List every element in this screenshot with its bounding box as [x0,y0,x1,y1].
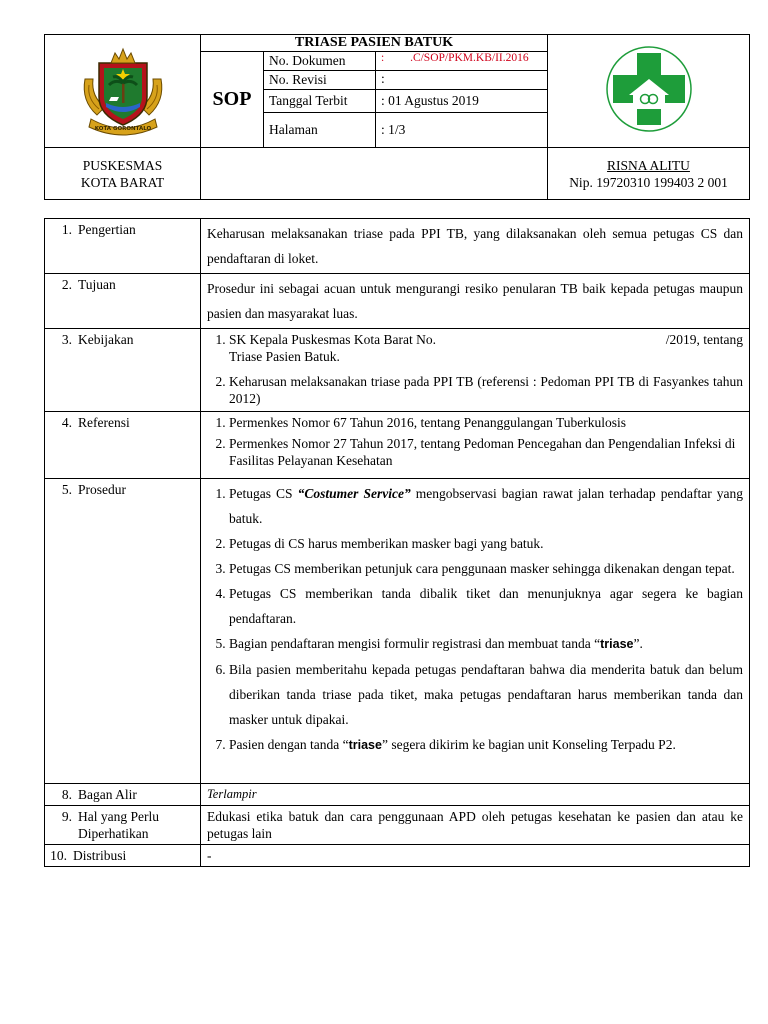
section-number: 5. [61,482,72,497]
label-cell [45,274,201,329]
section-number: 1. [61,222,72,237]
section-number: 3. [61,332,72,347]
section-label: Bagan Alir [78,787,137,802]
list-item: 3. Petugas CS memberikan petunjuk cara penggunaan masker sehingga dikenakan dengan tepat. [229,556,743,581]
field-label-halaman: Halaman [264,113,376,148]
section-label: Distribusi [73,848,127,863]
section-number: 4. [61,415,72,430]
list-item: 1. Permenkes Nomor 67 Tahun 2016, tentang Penanggulangan Tuberkulosis [229,414,743,431]
bagan-alir-text: Terlampir [201,784,750,806]
section-label: Tujuan [78,277,116,292]
organization-name [45,148,201,200]
sop-body-table [44,218,750,867]
prosedur-content [201,479,750,784]
list-item: 2. Petugas di CS harus memberikan masker bagi yang batuk. [229,531,743,556]
prosedur-list [207,481,743,758]
sop-header-table [44,34,750,200]
puskesmas-logo [548,35,750,148]
field-value-no-dokumen: : .C/SOP/PKM.KB/II.2016 [376,52,548,71]
signature-block [548,148,750,200]
blank-middle-cell [201,148,548,200]
row-bagan-alir [45,784,750,806]
puskesmas-icon [605,45,693,133]
hal-perlu-text: Edukasi etika batuk dan cara penggunaan APD oleh petugas kesehatan ke pasien dan atau ke petugas lain [201,806,750,845]
field-value-tanggal-terbit: : 01 Agustus 2019 [376,90,548,113]
kebijakan-item-1-left: 1. SK Kepala Puskesmas Kota Barat No. [229,332,436,347]
label-cell [45,784,201,806]
field-label-tanggal-terbit: Tanggal Terbit [264,90,376,113]
section-number: 8. [61,787,72,802]
crest-icon [75,41,171,137]
kebijakan-item-1-right: /2019, tentang [665,332,743,347]
document-title: TRIASE PASIEN BATUK [201,35,548,52]
pengertian-text: Keharusan melaksanakan triase pada PPI TB, yang dilaksanakan oleh semua petugas CS dan pendaftaran di loket. [201,219,750,274]
row-referensi [45,412,750,479]
org-line-2: KOTA BARAT [80,174,165,190]
kebijakan-item-1-cont: Triase Pasien Batuk. [229,349,340,364]
label-cell [45,806,201,845]
row-kebijakan [45,329,750,412]
signer-nip: Nip. 19720310 199403 2 001 [569,174,728,190]
field-value-no-revisi: : [376,71,548,90]
svg-text:KOTA GORONTALO: KOTA GORONTALO [94,126,151,132]
field-label-no-revisi: No. Revisi [264,71,376,90]
list-item: 2. Permenkes Nomor 27 Tahun 2017, tentang Pedoman Pencegahan dan Pengendalian Infeksi di Fasilitas Pelayanan Kesehatan [229,435,743,469]
list-item: 6. Bila pasien memberitahu kepada petugas pendaftaran bahwa dia menderita batuk dan belum diberikan tanda triase pada tiket, maka petugas pendaftaran harus memberikan tanda dan masker untuk dipakai. [229,657,743,732]
list-item: 4. Petugas CS memberikan tanda dibalik tiket dan menunjuknya agar segera ke bagian pendaftaran. [229,581,743,631]
section-label: Pengertian [78,222,136,237]
list-item [229,331,743,365]
section-label: Prosedur [78,482,126,497]
list-item: 5. Bagian pendaftaran mengisi formulir registrasi dan membuat tanda “triase”. [229,631,743,657]
section-label: Hal yang Perlu [78,809,159,824]
kota-gorontalo-crest [45,35,201,148]
distribusi-text: - [201,845,750,867]
label-cell [45,219,201,274]
section-label: Kebijakan [78,332,134,347]
section-label-2: Diperhatikan [78,826,149,841]
row-prosedur [45,479,750,784]
section-number: 10. [50,848,67,863]
label-cell [45,479,201,784]
row-distribusi [45,845,750,867]
field-value-halaman: : 1/3 [376,113,548,148]
org-line-1: PUSKESMAS [82,157,163,173]
row-hal-perlu [45,806,750,845]
field-label-no-dokumen: No. Dokumen [264,52,376,71]
section-number: 2. [61,277,72,292]
section-label: Referensi [78,415,130,430]
list-item: 1. Petugas CS “Costumer Service” mengobservasi bagian rawat jalan terhadap pendaftar yang batuk. [229,481,743,531]
section-number: 9. [61,809,72,824]
tujuan-text: Prosedur ini sebagai acuan untuk mengurangi resiko penularan TB baik kepada petugas maupun pasien dan masyarakat luas. [201,274,750,329]
kebijakan-list [207,331,743,407]
referensi-content [201,412,750,479]
label-cell [45,412,201,479]
referensi-list [207,414,743,469]
sop-label: SOP [201,52,264,148]
row-pengertian [45,219,750,274]
list-item: 7. Pasien dengan tanda “triase” segera dikirim ke bagian unit Konseling Terpadu P2. [229,732,743,758]
signer-name: RISNA ALITU [607,157,690,173]
row-tujuan [45,274,750,329]
list-item: 2. Keharusan melaksanakan triase pada PPI TB (referensi : Pedoman PPI TB di Fasyankes tahun 2012) [229,373,743,407]
label-cell [45,845,201,867]
kebijakan-content [201,329,750,412]
label-cell [45,329,201,412]
